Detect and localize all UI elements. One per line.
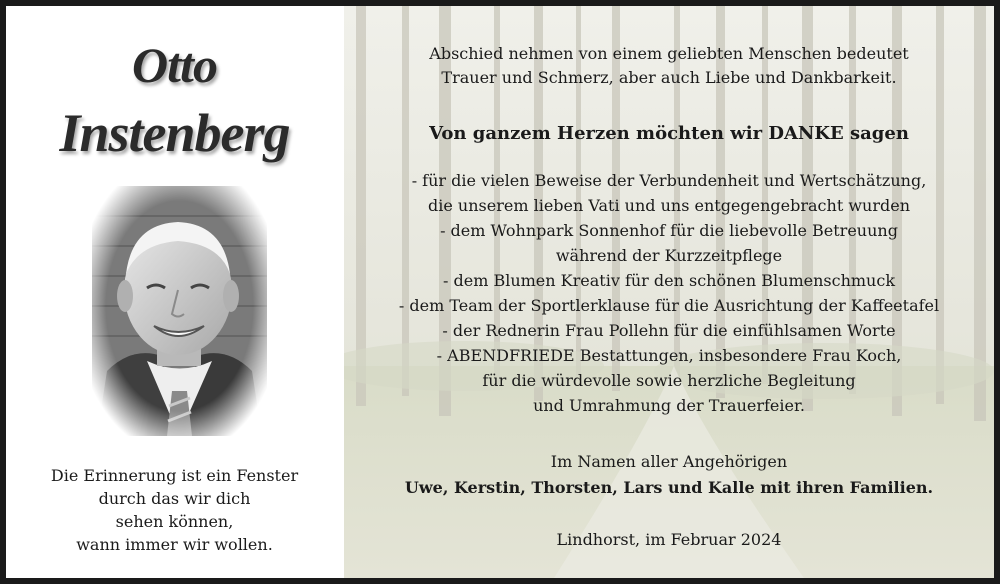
thanks-line: - ABENDFRIEDE Bestattungen, insbesondere Frau Koch, <box>436 346 902 365</box>
left-panel <box>6 6 343 578</box>
poem-line: durch das wir dich <box>98 489 251 508</box>
last-name: Instenberg <box>59 103 290 163</box>
intro-text <box>344 42 994 90</box>
first-name: Otto <box>132 37 217 93</box>
family-names: Uwe, Kerstin, Thorsten, Lars und Kalle mit ihren Familien. <box>404 478 934 497</box>
poem-line: sehen können, <box>115 512 234 531</box>
intro-line: Abschied nehmen von einem geliebten Menschen bedeutet <box>429 44 909 63</box>
right-panel <box>344 6 994 578</box>
thanks-list <box>344 168 994 418</box>
memorial-poem <box>6 464 343 556</box>
thanks-line: - dem Team der Sportlerklause für die Ausrichtung der Kaffeetafel <box>398 296 940 315</box>
portrait-photo <box>92 186 267 436</box>
thanks-line: während der Kurzzeitpflege <box>555 246 783 265</box>
intro-line: Trauer und Schmerz, aber auch Liebe und Dankbarkeit. <box>441 68 897 87</box>
thanks-line: - für die vielen Beweise der Verbundenheit und Wertschätzung, <box>411 171 927 190</box>
thanks-headline: Von ganzem Herzen möchten wir DANKE sagen <box>429 123 909 144</box>
portrait-illustration <box>92 186 267 436</box>
family-intro: Im Namen aller Angehörigen <box>550 452 788 471</box>
thanks-line: - der Rednerin Frau Pollehn für die einfühlsamen Worte <box>442 321 896 340</box>
thanks-line: für die würdevolle sowie herzliche Begleitung <box>482 371 856 390</box>
place-date: Lindhorst, im Februar 2024 <box>556 530 782 549</box>
thanks-line: - dem Blumen Kreativ für den schönen Blumenschmuck <box>442 271 896 290</box>
poem-line: Die Erinnerung ist ein Fenster <box>50 466 299 485</box>
thanks-line: und Umrahmung der Trauerfeier. <box>533 396 805 415</box>
poem-line: wann immer wir wollen. <box>76 535 273 554</box>
thanks-line: die unserem lieben Vati und uns entgegengebracht wurden <box>428 196 910 215</box>
thanks-line: - dem Wohnpark Sonnenhof für die liebevolle Betreuung <box>440 221 898 240</box>
